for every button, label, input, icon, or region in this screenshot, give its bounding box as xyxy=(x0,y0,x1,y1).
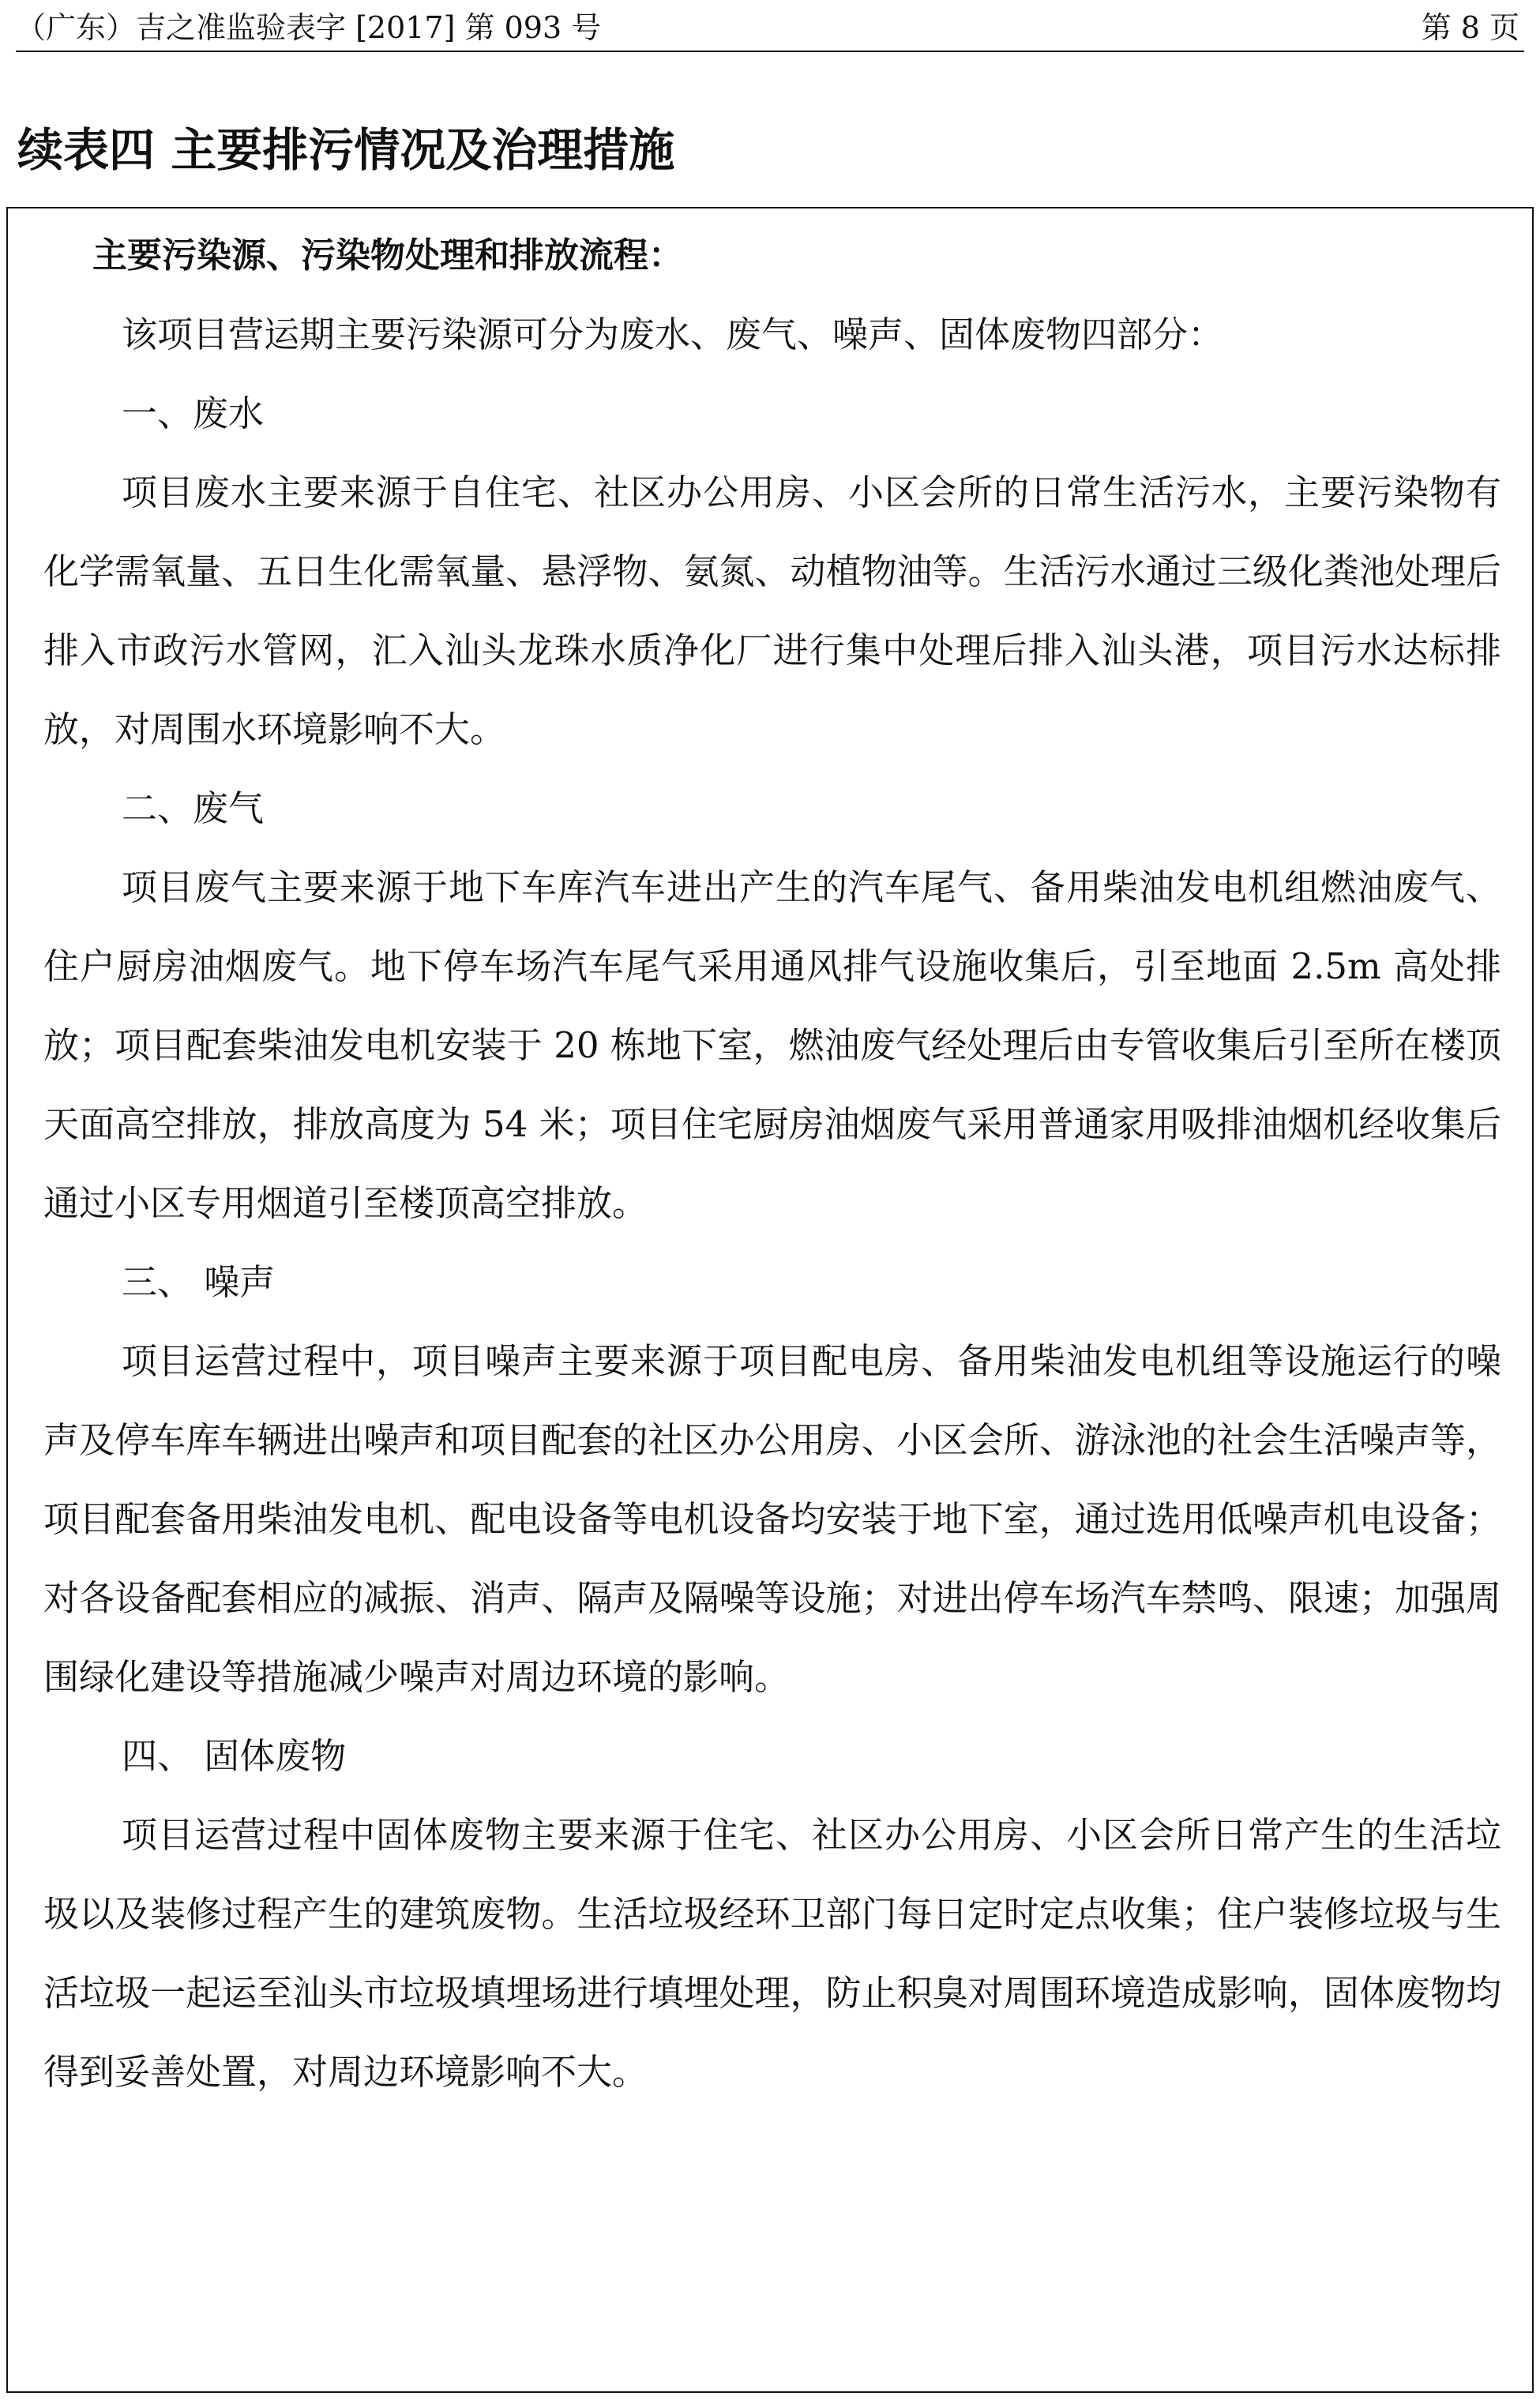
section-body-exhaust-gas: 项目废气主要来源于地下车库汽车进出产生的汽车尾气、备用柴油发电机组燃油废气、住户厨房油烟废气。地下停车场汽车尾气采用通风排气设施收集后，引至地面 2.5m 高处排放；项目配套柴油发电机安装于 20 栋地下室，燃油废气经处理后由专管收集后引至所在楼顶天面高空排放，排放高度为 54 米；项目住宅厨房油烟废气采用普通家用吸排油烟机经收集后通过小区专用烟道引至楼顶高空排放。 xyxy=(43,866,1501,1224)
content-box xyxy=(6,207,1534,2393)
section-heading-solid-waste: 四、 固体废物 xyxy=(122,1735,347,1777)
section-title: 续表四 主要排污情况及治理措施 xyxy=(17,123,675,177)
page-number: 第 8 页 xyxy=(1421,10,1519,45)
section-heading-exhaust-gas: 二、废气 xyxy=(122,787,265,829)
intro-paragraph: 该项目营运期主要污染源可分为废水、废气、噪声、固体废物四部分： xyxy=(122,314,1224,355)
section-body-wastewater: 项目废水主要来源于自住宅、社区办公用房、小区会所的日常生活污水，主要污染物有化学需氧量、五日生化需氧量、悬浮物、氨氮、动植物油等。生活污水通过三级化粪池处理后排入市政污水管网，汇入汕头龙珠水质净化厂进行集中处理后排入汕头港，项目污水达标排放，对周围水环境影响不大。 xyxy=(43,471,1501,750)
page-header xyxy=(16,8,1524,52)
section-body-noise: 项目运营过程中，项目噪声主要来源于项目配电房、备用柴油发电机组等设施运行的噪声及停车库车辆进出噪声和项目配套的社区办公用房、小区会所、游泳池的社会生活噪声等，项目配套备用柴油发电机、配电设备等电机设备均安装于地下室，通过选用低噪声机电设备；对各设备配套相应的减振、消声、隔声及隔噪等设施；对进出停车场汽车禁鸣、限速；加强周围绿化建设等措施减少噪声对周边环境的影响。 xyxy=(43,1340,1501,1698)
document-reference: （广东）吉之准监验表字 [2017] 第 093 号 xyxy=(16,10,602,45)
section-heading-wastewater: 一、废水 xyxy=(122,392,265,434)
subheading: 主要污染源、污染物处理和排放流程： xyxy=(92,235,683,276)
content-body xyxy=(43,232,1501,2112)
section-heading-noise: 三、 噪声 xyxy=(122,1261,276,1303)
section-body-solid-waste: 项目运营过程中固体废物主要来源于住宅、社区办公用房、小区会所日常产生的生活垃圾以及装修过程产生的建筑废物。生活垃圾经环卫部门每日定时定点收集；住户装修垃圾与生活垃圾一起运至汕头市垃圾填埋场进行填埋处理，防止积臭对周围环境造成影响，固体废物均得到妥善处置，对周边环境影响不大。 xyxy=(43,1814,1501,2093)
